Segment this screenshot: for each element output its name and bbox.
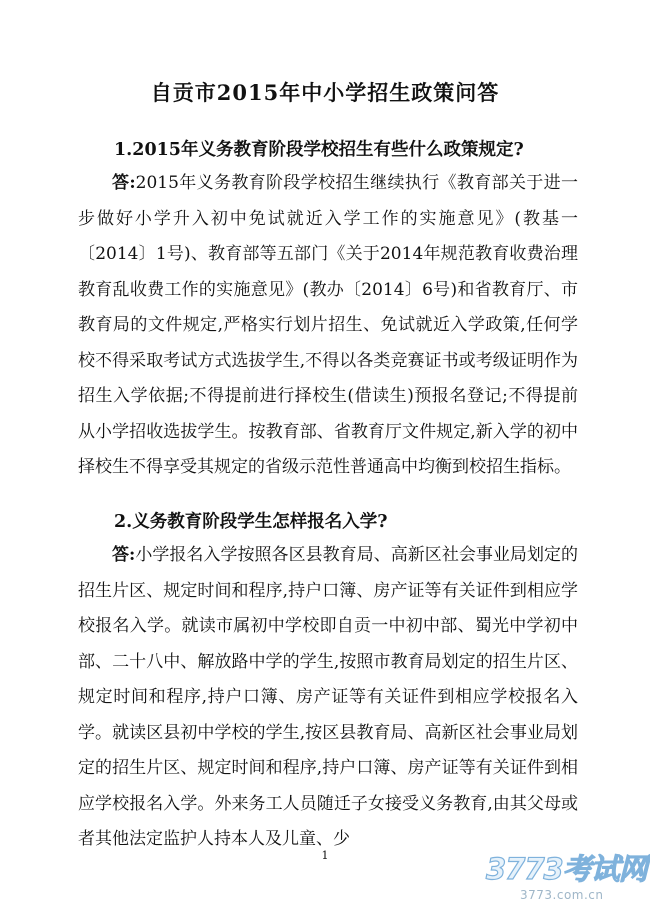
question-heading-2: 2.义务教育阶段学生怎样报名入学?: [114, 512, 388, 532]
page-number: 1: [321, 849, 329, 862]
answer-label-1: 答:: [112, 173, 136, 193]
document-title: 自贡市2015年中小学招生政策问答: [150, 80, 500, 105]
answer-label-2: 答:: [112, 545, 136, 565]
watermark-url: 3773.com.cn: [520, 888, 604, 902]
answer-text-1: 2015年义务教育阶段学校招生继续执行《教育部关于进一步做好小学升入初中免试就近入学工作的实施意见》(教基一〔2014〕1号)、教育部等五部门《关于2014年规范教育收费治理教育乱收费工作的实施意见》(教办〔2014〕6号)和省教育厅、市教育局的文件规定,严格实行划片招生、免试就近入学政策,任何学校不得采取考试方式选拔学生,不得以各类竞赛证书或考级证明作为招生入学依据;不得提前进行择校生(借读生)预报名登记;不得提前从小学招收选拔学生。按教育部、省教育厅文件规定,新入学的初中择校生不得享受其规定的省级示范性普通高中均衡到校招生指标。: [78, 173, 579, 477]
watermark-logo-text: 3773考试网: [486, 852, 647, 886]
site-watermark: [486, 851, 647, 909]
answer-paragraph-1: [78, 166, 578, 486]
answer-paragraph-2: [78, 538, 578, 858]
question-heading-1: 1.2015年义务教育阶段学校招生有些什么政策规定?: [114, 140, 524, 160]
answer-text-2: 小学报名入学按照各区县教育局、高新区社会事业局划定的招生片区、规定时间和程序,持户口簿、房产证等有关证件到相应学校报名入学。就读市属初中学校即自贡一中初中部、蜀光中学初中部、二十八中、解放路中学的学生,按照市教育局划定的招生片区、规定时间和程序,持户口簿、房产证等有关证件到相应学校报名入学。就读区县初中学校的学生,按区县教育局、高新区社会事业局划定的招生片区、规定时间和程序,持户口簿、房产证等有关证件到相应学校报名入学。外来务工人员随迁子女接受义务教育,由其父母或者其他法定监护人持本人及儿童、少: [78, 545, 579, 849]
